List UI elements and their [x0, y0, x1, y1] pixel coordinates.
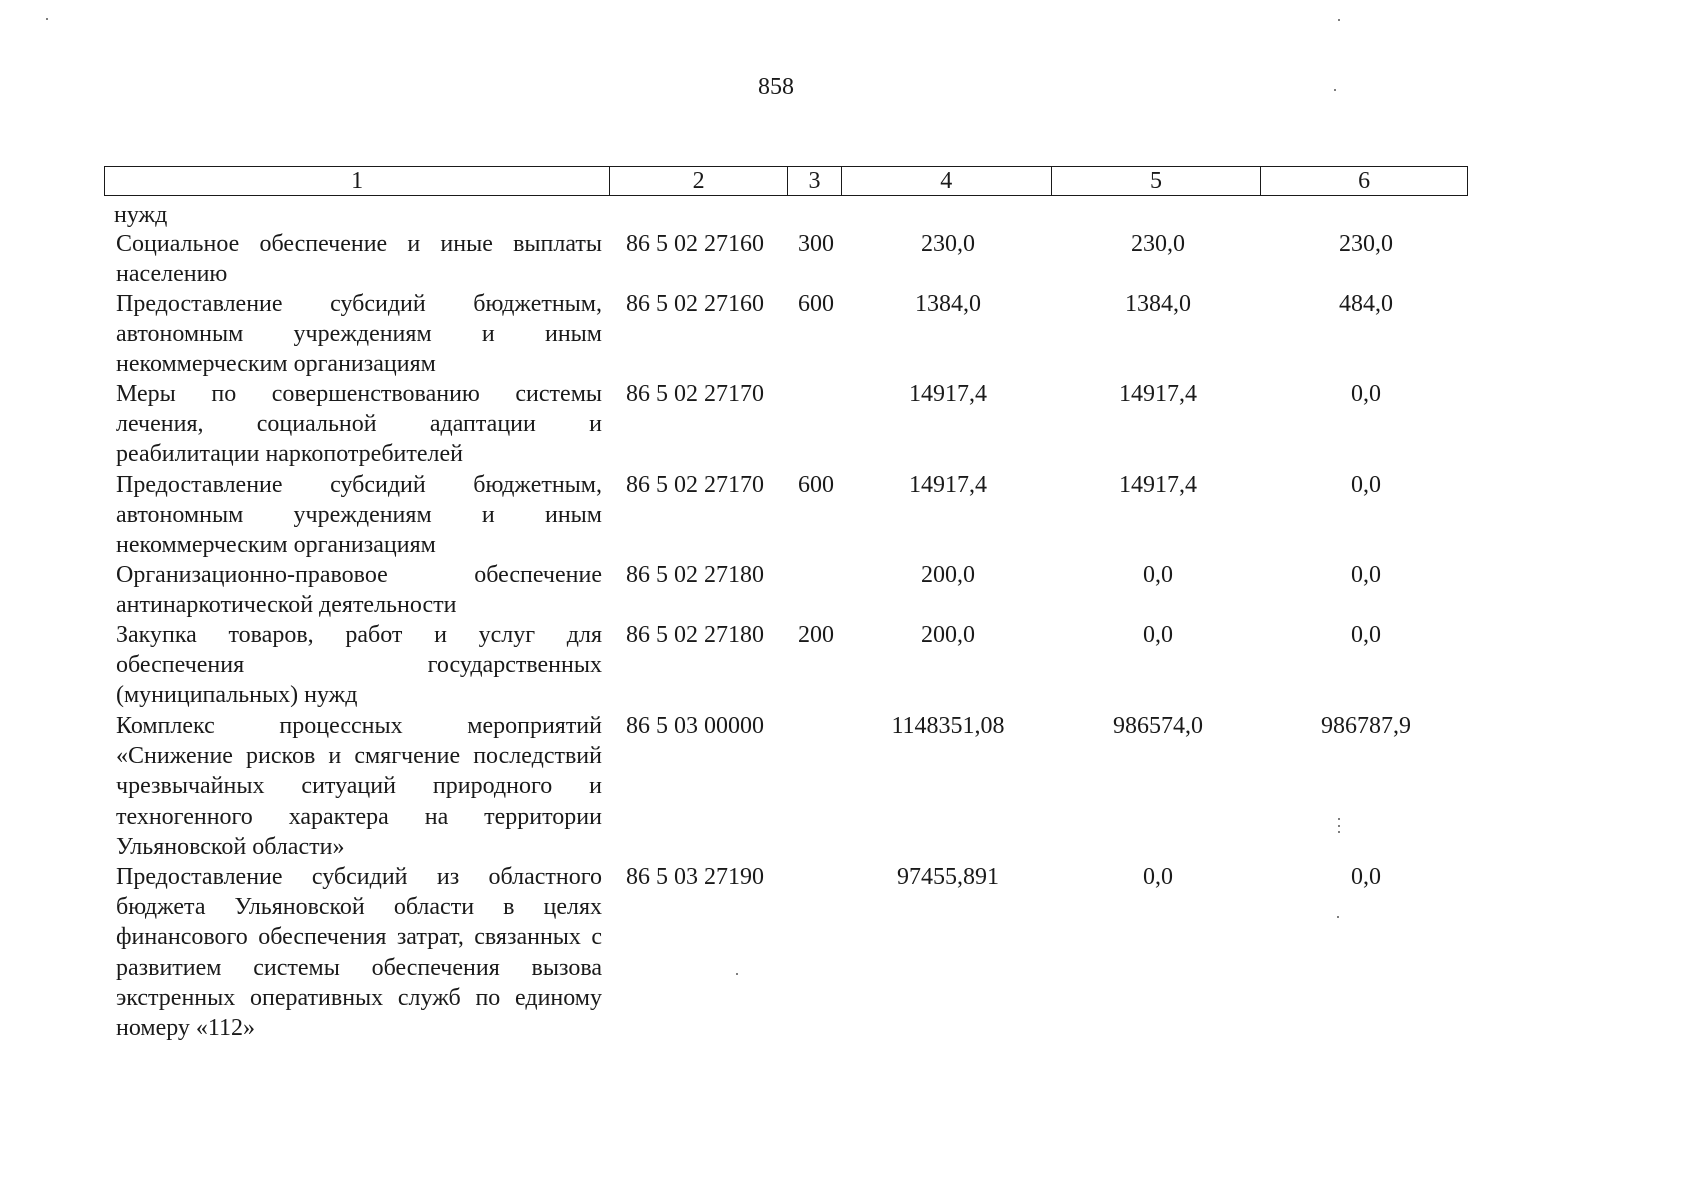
row-description: Меры по совершенствованию системы лечения, социальной адаптации и реабилитации наркопотребителей	[116, 381, 602, 468]
row-value-col6: 986787,9	[1321, 713, 1411, 739]
header-col-6: 6	[1358, 168, 1371, 194]
row-value-col6: 230,0	[1339, 231, 1393, 257]
row-description: Комплекс процессных мероприятий «Снижение рисков и смягчение последствий чрезвычайных ситуаций природного и техногенного характера на территории Ульяновской области»	[116, 713, 602, 860]
scan-speck	[1334, 89, 1336, 91]
row-value-col4: 200,0	[921, 622, 975, 648]
row-value-col5: 1384,0	[1125, 291, 1191, 317]
row-expense-type: 600	[798, 291, 834, 317]
scan-speck	[1338, 818, 1340, 820]
row-value-col4: 1148351,08	[891, 713, 1005, 739]
row-description: Социальное обеспечение и иные выплаты населению	[116, 231, 602, 288]
row-value-col6: 0,0	[1351, 381, 1381, 407]
row-value-col5: 0,0	[1143, 864, 1173, 890]
row-value-col5: 986574,0	[1113, 713, 1203, 739]
row-value-col4: 97455,891	[897, 864, 999, 890]
scan-speck	[1338, 19, 1340, 21]
row-value-col6: 0,0	[1351, 472, 1381, 498]
row-description: Предоставление субсидий бюджетным, автономным учреждениям и иным некоммерческим организациям	[116, 291, 602, 378]
row-value-col5: 230,0	[1131, 231, 1185, 257]
scan-speck	[1338, 825, 1340, 827]
header-col-1: 1	[105, 167, 610, 195]
row-value-col6: 0,0	[1351, 562, 1381, 588]
scan-speck	[1337, 916, 1339, 918]
row-value-col5: 14917,4	[1119, 472, 1197, 498]
page-number: 858	[758, 74, 794, 100]
row-code: 86 5 02 27160	[626, 291, 764, 317]
row-value-col6: 0,0	[1351, 622, 1381, 648]
row-code: 86 5 03 00000	[626, 713, 764, 739]
row-value-col6: 484,0	[1339, 291, 1393, 317]
row-value-col4: 230,0	[921, 231, 975, 257]
row-expense-type: 200	[798, 622, 834, 648]
row-value-col6: 0,0	[1351, 864, 1381, 890]
row-description: Организационно-правовое обеспечение антинаркотической деятельности	[116, 562, 602, 619]
row-code: 86 5 02 27160	[626, 231, 764, 257]
header-col-4: 4	[842, 167, 1052, 195]
row-value-col5: 0,0	[1143, 562, 1173, 588]
row-code: 86 5 02 27170	[626, 472, 764, 498]
scan-speck	[1338, 831, 1340, 833]
table-header	[104, 166, 1468, 196]
row-code: 86 5 02 27180	[626, 622, 764, 648]
continuation-text: нужд	[114, 202, 168, 228]
row-value-col4: 1384,0	[915, 291, 981, 317]
row-description: Предоставление субсидий из областного бюджета Ульяновской области в целях финансового обеспечения затрат, связанных с развитием системы обеспечения вызова экстренных оперативных служб по единому номеру «112»	[116, 864, 602, 1042]
scan-speck	[736, 973, 738, 975]
row-expense-type: 300	[798, 231, 834, 257]
row-code: 86 5 03 27190	[626, 864, 764, 890]
row-value-col4: 14917,4	[909, 472, 987, 498]
row-code: 86 5 02 27180	[626, 562, 764, 588]
header-col-2: 2	[610, 167, 788, 195]
row-value-col5: 0,0	[1143, 622, 1173, 648]
row-description: Закупка товаров, работ и услуг для обеспечения государственных (муниципальных) нужд	[116, 622, 602, 709]
header-col-3: 3	[788, 167, 842, 195]
row-value-col5: 14917,4	[1119, 381, 1197, 407]
row-expense-type: 600	[798, 472, 834, 498]
row-description: Предоставление субсидий бюджетным, автономным учреждениям и иным некоммерческим организациям	[116, 472, 602, 559]
scan-speck	[46, 18, 48, 20]
row-value-col4: 200,0	[921, 562, 975, 588]
row-code: 86 5 02 27170	[626, 381, 764, 407]
header-col-5: 5	[1052, 167, 1262, 195]
row-value-col4: 14917,4	[909, 381, 987, 407]
